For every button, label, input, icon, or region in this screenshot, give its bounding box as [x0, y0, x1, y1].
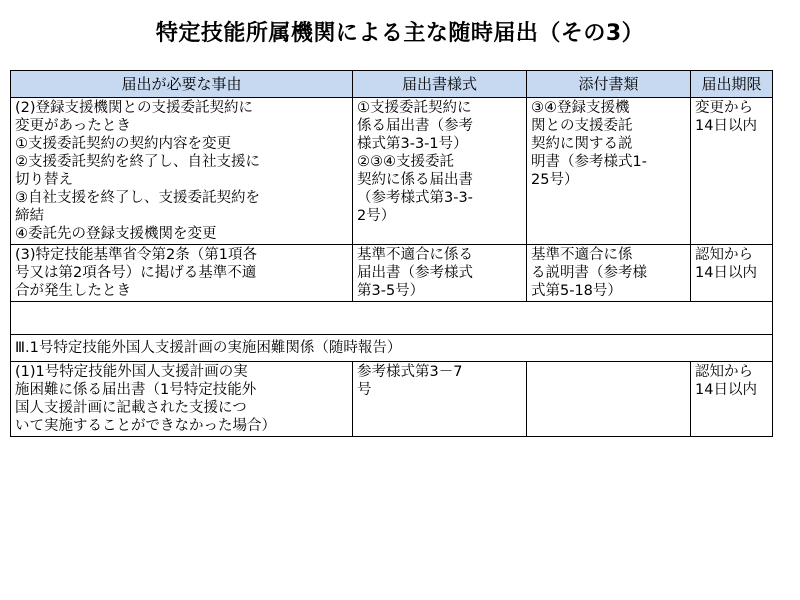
table-row: [11, 98, 773, 245]
cell-line: 第3-5号）: [357, 283, 425, 299]
cell-line: 締結: [15, 208, 44, 224]
cell-line: 変更から: [695, 100, 753, 116]
cell-line: （参考様式第3-3-: [357, 190, 473, 206]
reason-cell: [11, 245, 353, 302]
cell-line: 契約に係る届出書: [357, 172, 473, 188]
cell-line: 基準不適合に係: [531, 247, 633, 263]
cell-line: 変更があったとき: [15, 118, 131, 134]
cell-line: 契約に関する説: [531, 136, 633, 152]
cell-line: 25号）: [531, 172, 579, 188]
reason-cell: [11, 98, 353, 245]
cell-line: 式第5-18号）: [531, 283, 622, 299]
cell-line: る説明書（参考様: [531, 265, 647, 281]
section-heading: Ⅲ.1号特定技能外国人支援計画の実施困難関係（随時報告）: [11, 335, 773, 362]
form-cell: [353, 98, 527, 245]
form-cell: [353, 362, 527, 437]
attachment-cell: [527, 245, 691, 302]
cell-line: 14日以内: [695, 118, 757, 134]
attachment-cell: [527, 98, 691, 245]
cell-line: 合が発生したとき: [15, 283, 131, 299]
cell-line: 明書（参考様式1-: [531, 154, 647, 170]
cell-line: 基準不適合に係る: [357, 247, 473, 263]
cell-line: 関との支援委託: [531, 118, 633, 134]
header-deadline: 届出期限: [691, 71, 773, 98]
cell-line: 様式第3-3-1号）: [357, 136, 468, 152]
cell-line: 参考様式第3－7: [357, 364, 463, 380]
cell-line: ①支援委託契約の契約内容を変更: [15, 136, 231, 152]
cell-line: 施困難に係る届出書（1号特定技能外: [15, 382, 257, 398]
cell-line: 届出書（参考様式: [357, 265, 473, 281]
cell-line: 国人支援計画に記載された支援につ: [15, 400, 247, 416]
cell-line: 14日以内: [695, 382, 757, 398]
cell-line: ②支援委託契約を終了し、自社支援に: [15, 154, 260, 170]
notification-table: [10, 70, 773, 437]
deadline-cell: [691, 245, 773, 302]
table-row: [11, 362, 773, 437]
header-form: 届出書様式: [353, 71, 527, 98]
cell-line: ③④登録支援機: [531, 100, 630, 116]
spacer-row: [11, 302, 773, 335]
cell-line: 切り替え: [15, 172, 73, 188]
cell-line: (1)1号特定技能外国人支援計画の実: [15, 364, 248, 380]
cell-line: 係る届出書（参考: [357, 118, 473, 134]
page-title: 特定技能所属機関による主な随時届出（その3）: [155, 21, 645, 46]
attachment-cell: [527, 362, 691, 437]
cell-line: 認知から: [695, 364, 753, 380]
header-attachment: 添付書類: [527, 71, 691, 98]
cell-line: (3)特定技能基準省令第2条（第1項各: [15, 247, 257, 263]
cell-line: ③自社支援を終了し、支援委託契約を: [15, 190, 260, 206]
cell-line: 認知から: [695, 247, 753, 263]
table-row: [11, 245, 773, 302]
reason-cell: [11, 362, 353, 437]
cell-line: ②③④支援委託: [357, 154, 454, 170]
form-cell: [353, 245, 527, 302]
cell-line: いて実施することができなかった場合）: [15, 418, 276, 434]
cell-line: 号: [357, 382, 372, 398]
deadline-cell: [691, 362, 773, 437]
cell-line: 2号）: [357, 208, 396, 224]
cell-line: 14日以内: [695, 265, 757, 281]
section-row: [11, 335, 773, 362]
spacer-cell: [11, 302, 773, 335]
cell-line: 号又は第2項各号）に掲げる基準不適: [15, 265, 257, 281]
deadline-cell: [691, 98, 773, 245]
cell-line: ①支援委託契約に: [357, 100, 472, 116]
cell-line: ④委託先の登録支援機関を変更: [15, 226, 217, 242]
cell-line: (2)登録支援機関との支援委託契約に: [15, 100, 254, 116]
header-reason: 届出が必要な事由: [11, 71, 353, 98]
header-row: [11, 71, 773, 98]
